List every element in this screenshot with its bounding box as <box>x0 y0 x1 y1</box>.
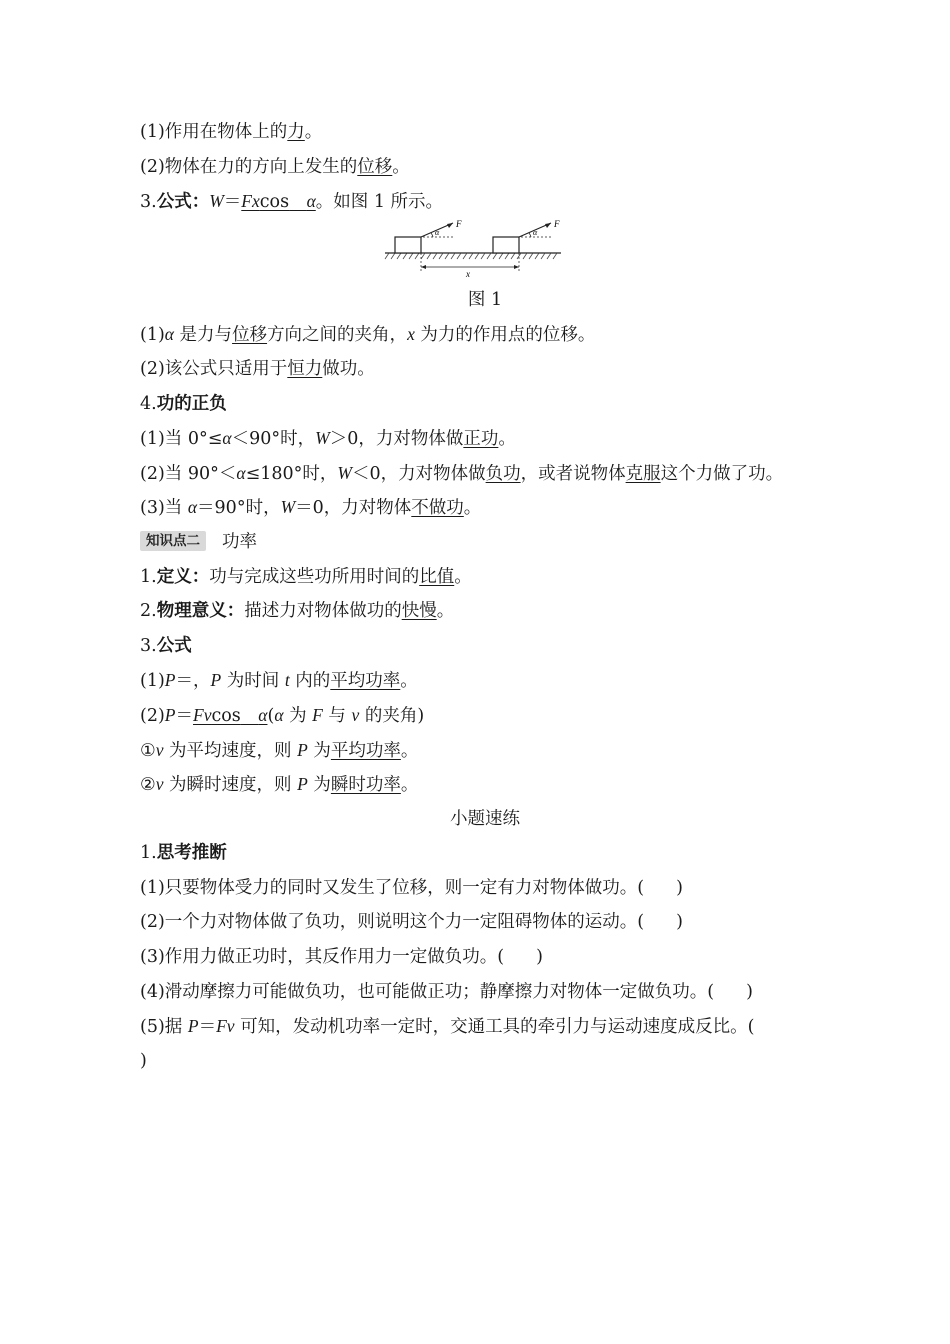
displacement-arrow <box>421 253 519 271</box>
heading-power-formula: 3.公式 <box>140 635 192 656</box>
answer-underline: 正功 <box>463 429 499 450</box>
formula-heading: 3.公式：W＝Fxcos α。如图 1 所示。 <box>140 191 444 213</box>
label-f-1: F <box>456 218 462 229</box>
question-5-close: ) <box>140 1050 147 1071</box>
answer-underline: 不做功 <box>411 498 464 519</box>
section-tag: 知识点二 <box>140 531 206 551</box>
answer-underline: 克服 <box>625 463 661 484</box>
text-line-definition: 1.定义：功与完成这些功所用时间的比值。 <box>140 566 472 587</box>
question-5: (5)据 P＝Fv 可知，发动机功率一定时，交通工具的牵引力与运动速度成反比。( <box>140 1016 755 1038</box>
question-4: (4)滑动摩擦力可能做负功，也可能做正功；静摩擦力对物体一定做负功。( ) <box>140 981 753 1002</box>
block-start <box>395 237 421 253</box>
question-3: (3)作用力做正功时，其反作用力一定做负功。( ) <box>140 947 543 968</box>
label-alpha-2: α <box>533 227 538 237</box>
answer-underline: 位移 <box>232 325 268 346</box>
text-line-inst-velocity: ②v 为瞬时速度，则 P 为瞬时功率。 <box>140 774 419 796</box>
heading-judgement: 1.思考推断 <box>140 843 227 864</box>
text-line-constant-force: (2)该公式只适用于恒力做功。 <box>140 358 375 379</box>
section-title: 功率 <box>222 531 257 552</box>
heading-work-sign: 4.功的正负 <box>140 393 227 414</box>
practice-title: 小题速练 <box>450 808 520 829</box>
block-end <box>493 237 519 253</box>
text-line-negative-work: (2)当 90°＜α≤180°时，W＜0，力对物体做负功，或者说物体克服这个力做了功。 <box>140 462 784 484</box>
text-line-zero-work: (3)当 α＝90°时，W＝0，力对物体不做功。 <box>140 497 482 519</box>
force-diagram <box>383 219 563 281</box>
question-2: (2)一个力对物体做了负功，则说明这个力一定阻碍物体的运动。( ) <box>140 912 683 933</box>
answer-underline: 比值 <box>419 566 455 587</box>
document-page <box>140 115 830 1078</box>
answer-underline: 力 <box>287 122 305 142</box>
answer-underline: 恒力 <box>287 358 323 379</box>
text-line-2: (2)物体在力的方向上发生的位移。 <box>140 156 410 177</box>
label-x: x <box>466 268 470 279</box>
section-header <box>140 525 830 560</box>
text-line-avg-power: (1)P＝，P 为时间 t 内的平均功率。 <box>140 670 418 692</box>
answer-underline: 负功 <box>485 463 521 484</box>
label-alpha-1: α <box>435 227 440 237</box>
text-line-power-fv: (2)P＝Fvcos α(α 为 F 与 v 的夹角) <box>140 704 425 726</box>
answer-underline: Fvcos α <box>193 704 268 726</box>
answer-underline: 平均功率 <box>330 740 401 761</box>
text-line-angle: (1)α 是力与位移方向之间的夹角，x 为力的作用点的位移。 <box>140 324 596 346</box>
answer-underline: Fxcos α <box>241 191 316 213</box>
answer-underline: 位移 <box>357 156 393 177</box>
text-line-1: (1)作用在物体上的力。 <box>140 122 323 142</box>
text-line-positive-work: (1)当 0°≤α＜90°时，W＞0，力对物体做正功。 <box>140 428 516 450</box>
answer-underline: 快慢 <box>401 601 437 622</box>
text-line-avg-velocity: ①v 为平均速度，则 P 为平均功率。 <box>140 739 419 761</box>
text-line-meaning: 2.物理意义：描述力对物体做功的快慢。 <box>140 601 455 622</box>
answer-underline: 平均功率 <box>330 671 401 692</box>
ground <box>385 253 561 259</box>
label-f-2: F <box>554 218 560 229</box>
answer-underline: 瞬时功率 <box>330 775 401 796</box>
question-1: (1)只要物体受力的同时又发生了位移，则一定有力对物体做功。( ) <box>140 877 683 898</box>
figure-caption: 图 1 <box>467 289 503 310</box>
figure-1 <box>140 219 830 283</box>
